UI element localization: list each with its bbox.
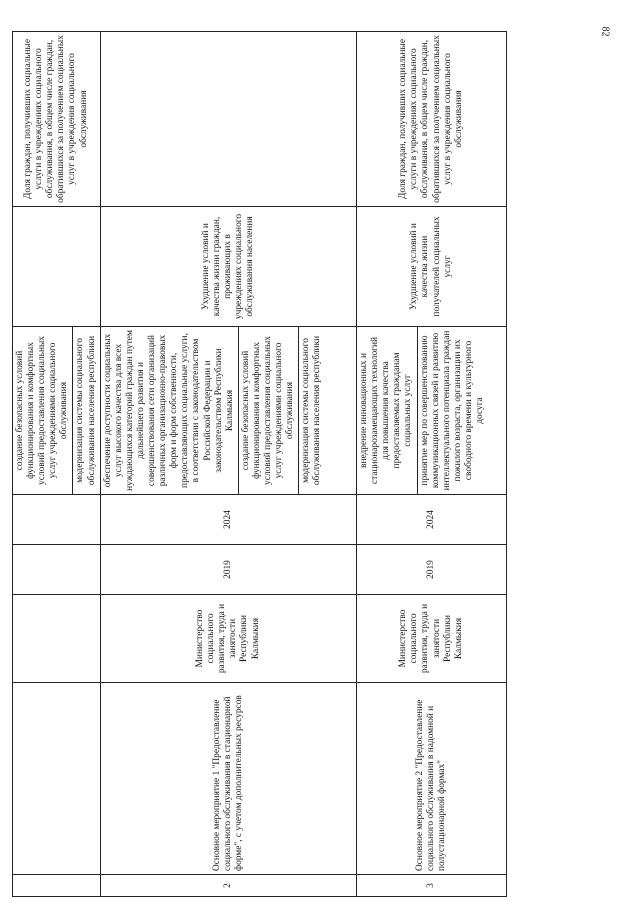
page-number: 82	[599, 26, 611, 37]
cell-consequence: Ухудшение условий и качества жизни получателей социальных услуг	[357, 207, 507, 327]
sub-item: принятие мер по совершенствованию коммуникационных связей и развитию интеллектуального потенциала граждан пожилого возраста, организации их свободного времени и культурного досуга	[419, 330, 485, 491]
sub-item: обеспечение доступности социальных услуг высокого качества для всех нуждающихся категорий граждан путем дальнейшего развития и совершенствования сети организаций различных организационно-правовых форм и форм собственности, предоставляющих социальные услуги, в соответствии с законодательством Российской Федерации и законодательством Республики Калмыкия	[101, 327, 239, 494]
table-row-3	[357, 32, 507, 897]
sub-item: создание безопасных условий функционирования и комфортных условий предоставления социальных услуг учреждениями социального обслуживания	[13, 327, 73, 494]
sub-item: модернизация системы социального обслуживания населения республики	[301, 335, 323, 486]
cell-empty	[13, 683, 101, 875]
sub-item: создание безопасных условий функционирования и комфортных условий предоставления социальных услуг учреждениями социального обслуживания	[239, 327, 299, 494]
cell-empty	[13, 495, 101, 545]
cell-end-year: 2024	[100, 495, 356, 545]
rotated-table-wrapper	[12, 32, 507, 897]
table-row-2	[100, 32, 356, 897]
cell-end-year: 2024	[357, 495, 507, 545]
cell-empty	[100, 32, 356, 207]
cell-indicator: Доля граждан, получивших социальные услуги в учреждениях социального обслуживания, в общем числе граждан, обратившихся за получением социальных услуг в учреждения социального обслуживания	[13, 32, 101, 207]
cell-executor: Министерство социального развития, труда и занятости Республики Калмыкия	[100, 595, 356, 683]
cell-consequence: Ухудшение условий и качества жизни граждан, проживающих в учреждениях социального обслуживания населения	[100, 207, 356, 327]
cell-sub-items	[357, 327, 507, 495]
cell-measure-name: Основное мероприятие 2 "Предоставление социального обслуживания в надомной и полустационарной формах"	[357, 683, 507, 875]
cell-row-number: 3	[357, 875, 507, 897]
cell-measure-name: Основное мероприятие 1 "Предоставление социального обслуживания в стационарной форме", с учетом дополнительных ресурсов	[100, 683, 356, 875]
cell-row-number: 2	[100, 875, 356, 897]
cell-executor: Министерство социального развития, труда и занятости Республики Калмыкия	[357, 595, 507, 683]
cell-start-year: 2019	[100, 545, 356, 595]
cell-sub-items	[13, 327, 101, 495]
cell-empty	[13, 207, 101, 327]
cell-indicator: Доля граждан, получивших социальные услуги в учреждениях социального обслуживания, в общем числе граждан, обратившихся за получением социальных услуг в учреждения социального обслуживания	[357, 32, 507, 207]
cell-empty	[13, 595, 101, 683]
cell-sub-items	[100, 327, 356, 495]
sub-item: внедрение инновационных и стационарозамещающих технологий для повышения качества предоставляемых гражданам социальных услуг	[357, 327, 417, 494]
cell-empty	[13, 545, 101, 595]
sub-item: модернизация системы социального обслуживания населения республики	[75, 335, 97, 486]
table-row-continuation	[13, 32, 101, 897]
program-measures-table	[12, 31, 507, 897]
cell-empty	[13, 875, 101, 897]
cell-start-year: 2019	[357, 545, 507, 595]
